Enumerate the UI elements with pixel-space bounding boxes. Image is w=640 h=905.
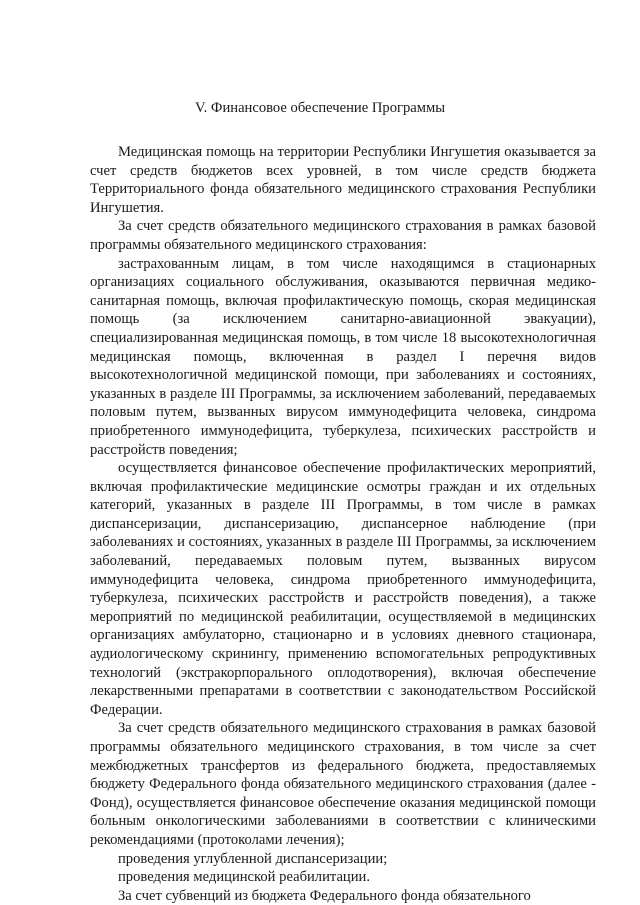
paragraph-rehabilitation: проведения медицинской реабилитации. xyxy=(118,869,371,886)
paragraph-in-depth-screening: проведения углубленной диспансеризации; xyxy=(118,850,388,867)
paragraph-funding-sources: Медицинская помощь на территории Республики Ингушетия оказывается за счет средств бюджетов всех уровней, в том числе средств бюджета Территориального фонда обязательного медицинского страхования Республики Ингушетия. xyxy=(90,144,596,216)
document-body xyxy=(90,143,596,905)
section-heading: V. Финансовое обеспечение Программы xyxy=(194,100,446,116)
paragraph-subventions: За счет субвенций из бюджета Федерального фонда обязательного xyxy=(118,887,531,904)
paragraph-prevention-funding: осуществляется финансовое обеспечение профилактических мероприятий, включая профилактические медицинские осмотры граждан и их отдельных категорий, указанных в разделе III Программы, в том числе в рамках диспансеризации, диспансеризацию, диспансерное наблюдение (при заболеваниях и состояниях, указанных в разделе III Программы, за исключением заболеваний, передаваемых половым путем, вызванных вирусом иммунодефицита человека, синдрома приобретенного иммунодефицита, туберкулеза, психических расстройств и расстройств поведения), а также мероприятий по медицинской реабилитации, осуществляемой в медицинских организациях амбулаторно, стационарно и в условиях дневного стационара, аудиологическому скринингу, применению вспомогательных репродуктивных технологий (экстракорпорального оплодотворения), включая обеспечение лекарственными препаратами в соответствии с законодательством Российской Федерации. xyxy=(90,460,596,718)
paragraph-oncology-funding: За счет средств обязательного медицинского страхования в рамках базовой программы обязательного медицинского страхования, в том числе за счет межбюджетных трансфертов из федерального бюджета, предоставляемых бюджету Федерального фонда обязательного медицинского страхования (далее - Фонд), осуществляется финансовое обеспечение оказания медицинской помощи больным онкологическими заболеваниями в соответствии с клиническими рекомендациями (протоколами лечения); xyxy=(90,720,596,848)
paragraph-insured-persons: застрахованным лицам, в том числе находящимся в стационарных организациях социального обслуживания, оказываются первичная медико-санитарная помощь, включая профилактическую помощь, скорая медицинская помощь (за исключением санитарно-авиационной эвакуации), специализированная медицинская помощь, в том числе 18 высокотехнологичная медицинская помощь, включенная в раздел I перечня видов высокотехнологичной медицинской помощи, при заболеваниях и состояниях, указанных в разделе III Программы, за исключением заболеваний, передаваемых половым путем, вызванных вирусом иммунодефицита человека, синдрома приобретенного иммунодефицита, туберкулеза, психических расстройств и расстройств поведения; xyxy=(90,255,596,458)
paragraph-oms-intro: За счет средств обязательного медицинского страхования в рамках базовой программы обязательного медицинского страхования: xyxy=(90,218,596,253)
